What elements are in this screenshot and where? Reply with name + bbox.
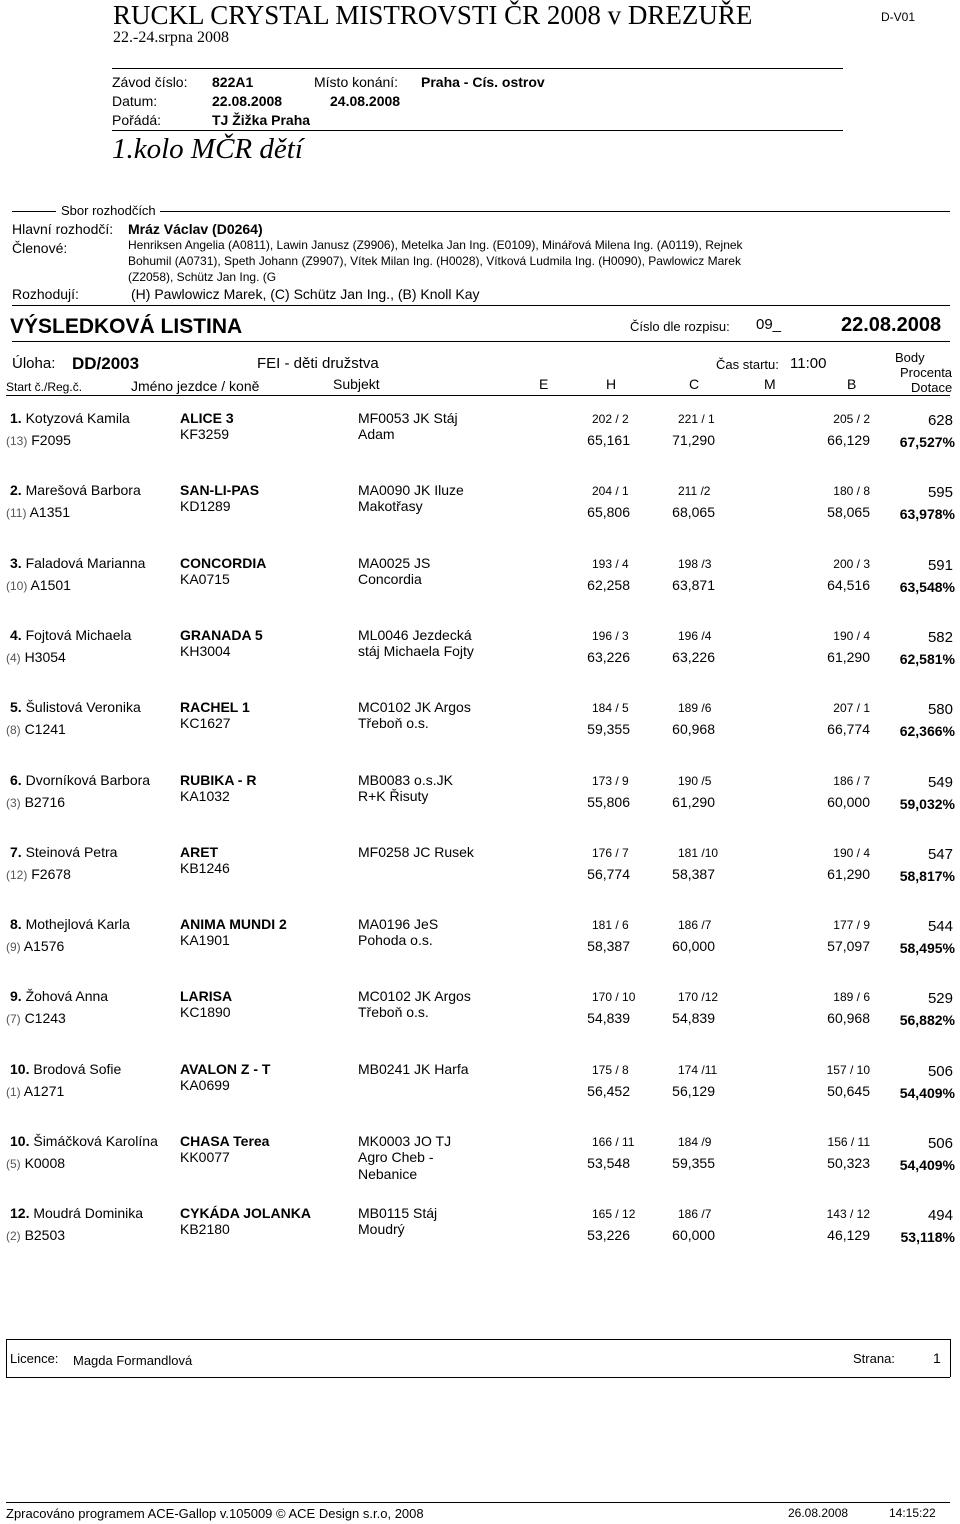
total-percent: 67,527%	[899, 434, 955, 450]
rank: 6.	[10, 771, 22, 788]
rank: 10.	[10, 1133, 30, 1149]
subjekt-line1: MK0003 JO TJ	[358, 1133, 452, 1149]
rider-reg: C1241	[24, 721, 66, 738]
c-points: 189 /6	[678, 701, 712, 716]
horse-name: ALICE 3	[180, 410, 234, 426]
b-points: 190 / 4	[833, 628, 870, 643]
horse-reg: KA0699	[180, 1076, 230, 1093]
total-points: 595	[927, 484, 953, 502]
c-percent: 60,000	[672, 938, 715, 955]
subjekt-line1: ML0046 Jezdecká	[358, 626, 472, 643]
start-number: (7)	[6, 1012, 21, 1027]
rider-reg: F2678	[31, 865, 71, 882]
b-percent: 60,000	[827, 793, 870, 810]
c-percent: 61,290	[672, 793, 715, 810]
col-subjekt: Subjekt	[333, 376, 380, 392]
horse-name: ANIMA MUNDI 2	[180, 916, 287, 933]
rider-reg: A1576	[23, 938, 65, 955]
subjekt-line2: Agro Cheb -	[358, 1149, 434, 1165]
b-percent: 61,290	[827, 865, 870, 882]
total-points: 591	[927, 556, 953, 574]
subjekt-line2: R+K Řisuty	[358, 787, 429, 804]
b-points: 156 / 11	[827, 1135, 870, 1149]
subjekt-line2: Pohoda o.s.	[358, 932, 433, 949]
rider-reg: C1243	[24, 1010, 66, 1027]
footer-bottom-rule	[6, 1377, 950, 1378]
b-points: 180 / 8	[833, 484, 870, 499]
b-percent: 64,516	[827, 576, 870, 593]
c-percent: 60,000	[672, 1227, 715, 1244]
footer-left-rule	[6, 1339, 7, 1377]
start-number: (4)	[6, 650, 21, 665]
total-percent: 56,882%	[899, 1012, 955, 1029]
rank	[10, 699, 141, 715]
zavod-label: Závod číslo:	[112, 74, 188, 90]
b-points: 143 / 12	[826, 1207, 870, 1222]
col-jmeno: Jméno jezdce / koně	[131, 378, 260, 394]
columns-rule	[6, 395, 950, 396]
b-points: 177 / 9	[833, 918, 870, 933]
c-points: 181 /10	[678, 845, 719, 860]
round-title: 1.kolo MČR dětí	[112, 133, 303, 165]
rank	[10, 988, 108, 1004]
horse-reg: KB1246	[180, 859, 230, 876]
results-title: VÝSLEDKOVÁ LISTINA	[10, 315, 243, 338]
horse-reg: KB2180	[180, 1221, 230, 1238]
results-title-rule	[12, 341, 950, 342]
cislo-value: 09_	[756, 316, 782, 333]
result-row	[0, 916, 960, 976]
rider-reg: A1351	[29, 504, 71, 521]
subjekt-line1: MF0053 JK Stáj	[358, 410, 458, 426]
rider-reg: F2095	[31, 432, 71, 448]
result-row	[0, 410, 960, 470]
b-percent: 60,968	[827, 1010, 870, 1027]
c-points: 198 /3	[678, 556, 712, 571]
total-points: 506	[927, 1062, 953, 1080]
h-percent: 54,839	[587, 1010, 630, 1027]
datum-to: 24.08.2008	[330, 93, 401, 109]
result-row	[0, 1061, 960, 1121]
col-procenta: Procenta	[900, 365, 953, 380]
subjekt-line1: MB0083 o.s.JK	[358, 771, 453, 788]
col-c: C	[689, 376, 700, 392]
rank: 5.	[10, 699, 22, 716]
start-number: (5)	[6, 1157, 21, 1171]
h-percent: 63,226	[587, 648, 630, 665]
b-percent: 50,323	[827, 1155, 870, 1171]
rank: 2.	[10, 482, 22, 499]
c-percent: 59,355	[672, 1155, 715, 1171]
subjekt-line1: MA0090 JK Iluze	[358, 482, 464, 499]
rider: Brodová Sofie	[33, 1060, 122, 1077]
rank: 1.	[10, 410, 22, 426]
total-percent: 59,032%	[899, 795, 955, 812]
b-percent: 61,290	[827, 648, 870, 665]
c-percent: 58,387	[672, 865, 715, 882]
judges-rule-right	[160, 211, 950, 212]
b-points: 157 / 10	[826, 1062, 870, 1077]
c-points: 174 /11	[678, 1062, 718, 1077]
result-row	[0, 627, 960, 687]
total-percent: 58,495%	[899, 940, 955, 957]
subjekt-line1: MC0102 JK Argos	[358, 699, 471, 716]
b-points: 205 / 2	[833, 412, 870, 426]
total-points: 506	[927, 1135, 953, 1152]
h-points: 184 / 5	[592, 701, 629, 716]
horse-reg: KC1890	[180, 1004, 231, 1021]
c-points: 221 / 1	[678, 412, 715, 426]
total-points: 547	[927, 845, 953, 863]
rider-reg: K0008	[24, 1155, 66, 1171]
rank: 10.	[10, 1060, 30, 1077]
uloha-name: FEI - děti družstva	[257, 355, 379, 372]
rider: Dvorníková Barbora	[25, 771, 151, 788]
strana-label: Strana:	[853, 1351, 895, 1366]
c-percent: 71,290	[672, 432, 715, 448]
horse-reg: KH3004	[180, 642, 231, 659]
horse-name: CYKÁDA JOLANKA	[180, 1205, 311, 1222]
total-points: 580	[927, 701, 953, 719]
c-points: 186 /7	[678, 1207, 712, 1222]
misto-value: Praha - Cís. ostrov	[421, 74, 545, 90]
hlavni-label: Hlavní rozhodčí:	[12, 221, 114, 237]
cas-value: 11:00	[790, 355, 827, 372]
uloha-label: Úloha:	[12, 355, 56, 372]
horse-name: AVALON Z - T	[180, 1060, 271, 1077]
h-percent: 59,355	[587, 721, 630, 738]
h-points: 173 / 9	[592, 773, 629, 788]
total-percent: 54,409%	[899, 1157, 955, 1173]
porada-value: TJ Žižka Praha	[212, 112, 311, 128]
rider: Šimáčková Karolína	[33, 1133, 158, 1149]
rider: Marešová Barbora	[25, 482, 141, 499]
rider-reg: A1271	[23, 1082, 65, 1099]
clenove-line1: Henriksen Angelia (A0811), Lawin Janusz (Z9906), Metelka Jan Ing. (E0109), Minářová Milena Ing. (A0119), Rejnek	[128, 238, 743, 252]
h-points: 196 / 3	[592, 628, 629, 643]
total-percent: 58,817%	[899, 867, 955, 884]
h-points: 176 / 7	[592, 845, 629, 860]
event-bottom-rule	[112, 130, 843, 131]
cas-label: Čas startu:	[716, 357, 779, 372]
b-points: 189 / 6	[833, 990, 870, 1005]
zavod-value: 822A1	[212, 74, 254, 90]
subjekt-line3: Nebanice	[358, 1166, 418, 1182]
b-percent: 66,774	[827, 721, 870, 738]
horse-name: LARISA	[180, 988, 233, 1005]
total-percent: 63,548%	[899, 578, 955, 595]
horse-reg: KA1032	[180, 787, 230, 804]
total-percent: 53,118%	[900, 1229, 955, 1246]
horse-name: CHASA Terea	[180, 1133, 270, 1149]
total-points: 529	[927, 990, 953, 1008]
footer-top-rule	[6, 1339, 950, 1340]
rank	[10, 844, 117, 860]
event-title: RUCKL CRYSTAL MISTROVSTI ČR 2008 v DREZUŘE	[113, 0, 753, 30]
c-points: 190 /5	[678, 773, 712, 788]
total-percent: 62,581%	[899, 650, 955, 667]
b-points: 207 / 1	[833, 701, 870, 716]
rank	[10, 555, 145, 571]
cislo-label: Číslo dle rozpisu:	[630, 319, 730, 334]
start-number: (2)	[6, 1229, 21, 1244]
subjekt-line1: MA0196 JeS	[358, 916, 439, 933]
rider-reg: B2716	[24, 793, 66, 810]
rank: 4.	[10, 626, 22, 643]
total-points: 549	[927, 773, 953, 791]
h-points: 165 / 12	[592, 1207, 636, 1222]
horse-reg: KA1901	[180, 932, 230, 949]
c-percent: 63,226	[672, 648, 715, 665]
rider: Fojtová Michaela	[25, 626, 132, 643]
subjekt-line1: MB0115 Stáj	[358, 1205, 438, 1222]
rider: Faladová Marianna	[25, 554, 146, 571]
rank	[10, 1133, 158, 1149]
rank	[10, 772, 150, 788]
result-row	[0, 555, 960, 615]
start-number: (11)	[6, 506, 27, 521]
judges-section-label: Sbor rozhodčích	[61, 203, 156, 218]
h-percent: 53,226	[587, 1227, 630, 1244]
c-percent: 63,871	[672, 576, 715, 593]
rank	[10, 1205, 143, 1221]
subjekt-line2: Moudrý	[358, 1221, 405, 1238]
clenove-line2: Bohumil (A0731), Speth Johann (Z9907), Vítek Milan Ing. (H0028), Vítková Ludmila Ing. (H0090), Pawlowicz Marek	[128, 254, 741, 268]
program-rule	[6, 1502, 950, 1503]
subjekt-line1: MF0258 JC Rusek	[358, 843, 474, 860]
event-top-rule	[112, 68, 843, 69]
h-percent: 58,387	[587, 938, 630, 955]
h-points: 170 / 10	[592, 990, 636, 1005]
h-percent: 65,806	[587, 504, 630, 521]
subjekt-line2: Adam	[358, 426, 395, 442]
datum-from: 22.08.2008	[212, 93, 283, 109]
h-points: 202 / 2	[592, 412, 629, 426]
form-code: D-V01	[881, 10, 916, 24]
horse-reg: KD1289	[180, 498, 231, 515]
h-points: 204 / 1	[592, 484, 629, 499]
h-points: 175 / 8	[592, 1062, 629, 1077]
c-points: 170 /12	[678, 990, 719, 1005]
c-points: 211 /2	[678, 484, 711, 499]
rozhoduji-label: Rozhodují:	[12, 286, 79, 302]
result-row	[0, 482, 960, 542]
rider: Steinová Petra	[25, 843, 118, 860]
print-date: 26.08.2008	[788, 1506, 849, 1520]
b-points: 190 / 4	[833, 845, 870, 860]
rider-reg: A1501	[30, 576, 71, 593]
licence-value: Magda Formandlová	[73, 1353, 193, 1368]
rider-reg: B2503	[24, 1227, 66, 1244]
col-dotace: Dotace	[911, 380, 953, 395]
start-number: (1)	[6, 1084, 21, 1099]
datum-label: Datum:	[112, 93, 158, 109]
rider: Šulistová Veronika	[25, 699, 141, 716]
col-h: H	[606, 376, 617, 392]
c-percent: 60,968	[672, 721, 715, 738]
subjekt-line1: MA0025 JS	[358, 554, 431, 571]
total-points: 494	[927, 1207, 953, 1225]
results-date: 22.08.2008	[841, 314, 942, 336]
total-percent: 54,409%	[899, 1084, 955, 1101]
col-e: E	[539, 376, 549, 392]
subjekt-line1: MB0241 JK Harfa	[358, 1060, 469, 1077]
rank	[10, 482, 141, 498]
h-percent: 56,452	[587, 1082, 630, 1099]
horse-name: GRANADA 5	[180, 626, 263, 643]
h-points: 181 / 6	[592, 918, 629, 933]
horse-reg: KK0077	[180, 1149, 230, 1165]
h-percent: 53,548	[587, 1155, 630, 1171]
result-row	[0, 699, 960, 759]
subjekt-line2: Třeboň o.s.	[358, 715, 429, 732]
horse-name: ARET	[180, 843, 219, 860]
rank	[10, 916, 130, 932]
col-body: Body	[895, 350, 925, 365]
misto-label: Místo konání:	[314, 74, 399, 90]
rank: 7.	[10, 843, 22, 860]
start-number: (10)	[6, 578, 28, 593]
c-percent: 54,839	[672, 1010, 715, 1027]
rider: Kotyzová Kamila	[25, 410, 130, 426]
col-m: M	[764, 376, 776, 392]
b-points: 200 / 3	[833, 556, 870, 571]
b-percent: 58,065	[827, 504, 870, 521]
rider: Mothejlová Karla	[25, 916, 130, 933]
rank	[10, 627, 131, 643]
c-points: 186 /7	[678, 918, 712, 933]
print-time: 14:15:22	[889, 1506, 936, 1520]
h-percent: 62,258	[587, 576, 630, 593]
h-percent: 55,806	[587, 793, 630, 810]
rozhoduji-value: (H) Pawlowicz Marek, (C) Schütz Jan Ing., (B) Knoll Kay	[131, 286, 480, 302]
clenove-line3: (Z2058), Schütz Jan Ing. (G	[128, 270, 277, 284]
total-percent: 63,978%	[899, 506, 955, 523]
b-percent: 50,645	[827, 1082, 870, 1099]
subjekt-line2: Concordia	[358, 570, 422, 587]
judges-rule-left	[12, 211, 56, 212]
horse-name: CONCORDIA	[180, 554, 267, 571]
footer-right-rule	[950, 1339, 951, 1377]
b-points: 186 / 7	[833, 773, 870, 788]
h-points: 193 / 4	[592, 556, 629, 571]
result-row	[0, 844, 960, 904]
c-points: 184 /9	[678, 1135, 712, 1149]
horse-name: RUBIKA - R	[180, 771, 257, 788]
result-row	[0, 772, 960, 832]
horse-name: RACHEL 1	[180, 699, 250, 716]
clenove-label: Členové:	[12, 240, 68, 256]
subjekt-line1: MC0102 JK Argos	[358, 988, 471, 1005]
rider: Žohová Anna	[25, 988, 109, 1005]
rank: 9.	[10, 988, 22, 1005]
result-row	[0, 988, 960, 1048]
horse-reg: KA0715	[180, 570, 230, 587]
start-number: (8)	[6, 723, 21, 738]
rider-reg: H3054	[24, 648, 66, 665]
c-percent: 68,065	[672, 504, 715, 521]
strana-value: 1	[933, 1350, 941, 1366]
subjekt-line2: stáj Michaela Fojty	[358, 642, 474, 659]
horse-reg: KC1627	[180, 715, 231, 732]
start-number: (12)	[6, 867, 28, 882]
total-percent: 62,366%	[899, 723, 955, 740]
h-points: 166 / 11	[592, 1135, 635, 1149]
rank: 12.	[10, 1205, 30, 1222]
total-points: 628	[927, 412, 953, 429]
start-number: (9)	[6, 940, 21, 955]
porada-label: Pořádá:	[112, 112, 162, 128]
rank: 8.	[10, 916, 22, 933]
total-points: 582	[927, 628, 953, 646]
horse-name: SAN-LI-PAS	[180, 482, 260, 499]
rider: Moudrá Dominika	[33, 1205, 144, 1222]
judges-bottom-rule	[12, 305, 950, 306]
c-percent: 56,129	[672, 1082, 715, 1099]
uloha-value: DD/2003	[72, 354, 140, 373]
h-percent: 65,161	[587, 432, 630, 448]
total-points: 544	[927, 918, 953, 936]
start-number: (13)	[6, 434, 28, 448]
licence-label: Licence:	[10, 1351, 59, 1366]
col-start: Start č./Reg.č.	[6, 380, 83, 394]
c-points: 196 /4	[678, 628, 712, 643]
h-percent: 56,774	[587, 865, 630, 882]
result-row	[0, 1205, 960, 1265]
b-percent: 66,129	[827, 432, 870, 448]
result-row	[0, 1133, 960, 1193]
b-percent: 57,097	[827, 938, 870, 955]
rank	[10, 410, 130, 426]
hlavni-value: Mráz Václav (D0264)	[128, 221, 263, 237]
event-dates: 22.-24.srpna 2008	[113, 29, 229, 46]
subjekt-line2: Makotřasy	[358, 498, 423, 515]
subjekt-line2: Třeboň o.s.	[358, 1004, 429, 1021]
b-percent: 46,129	[827, 1227, 870, 1244]
col-b: B	[847, 376, 857, 392]
start-number: (3)	[6, 795, 21, 810]
program-credit: Zpracováno programem ACE-Gallop v.105009 © ACE Design s.r.o, 2008	[6, 1506, 424, 1521]
horse-reg: KF3259	[180, 426, 230, 442]
rank: 3.	[10, 554, 22, 571]
rank	[10, 1061, 121, 1077]
